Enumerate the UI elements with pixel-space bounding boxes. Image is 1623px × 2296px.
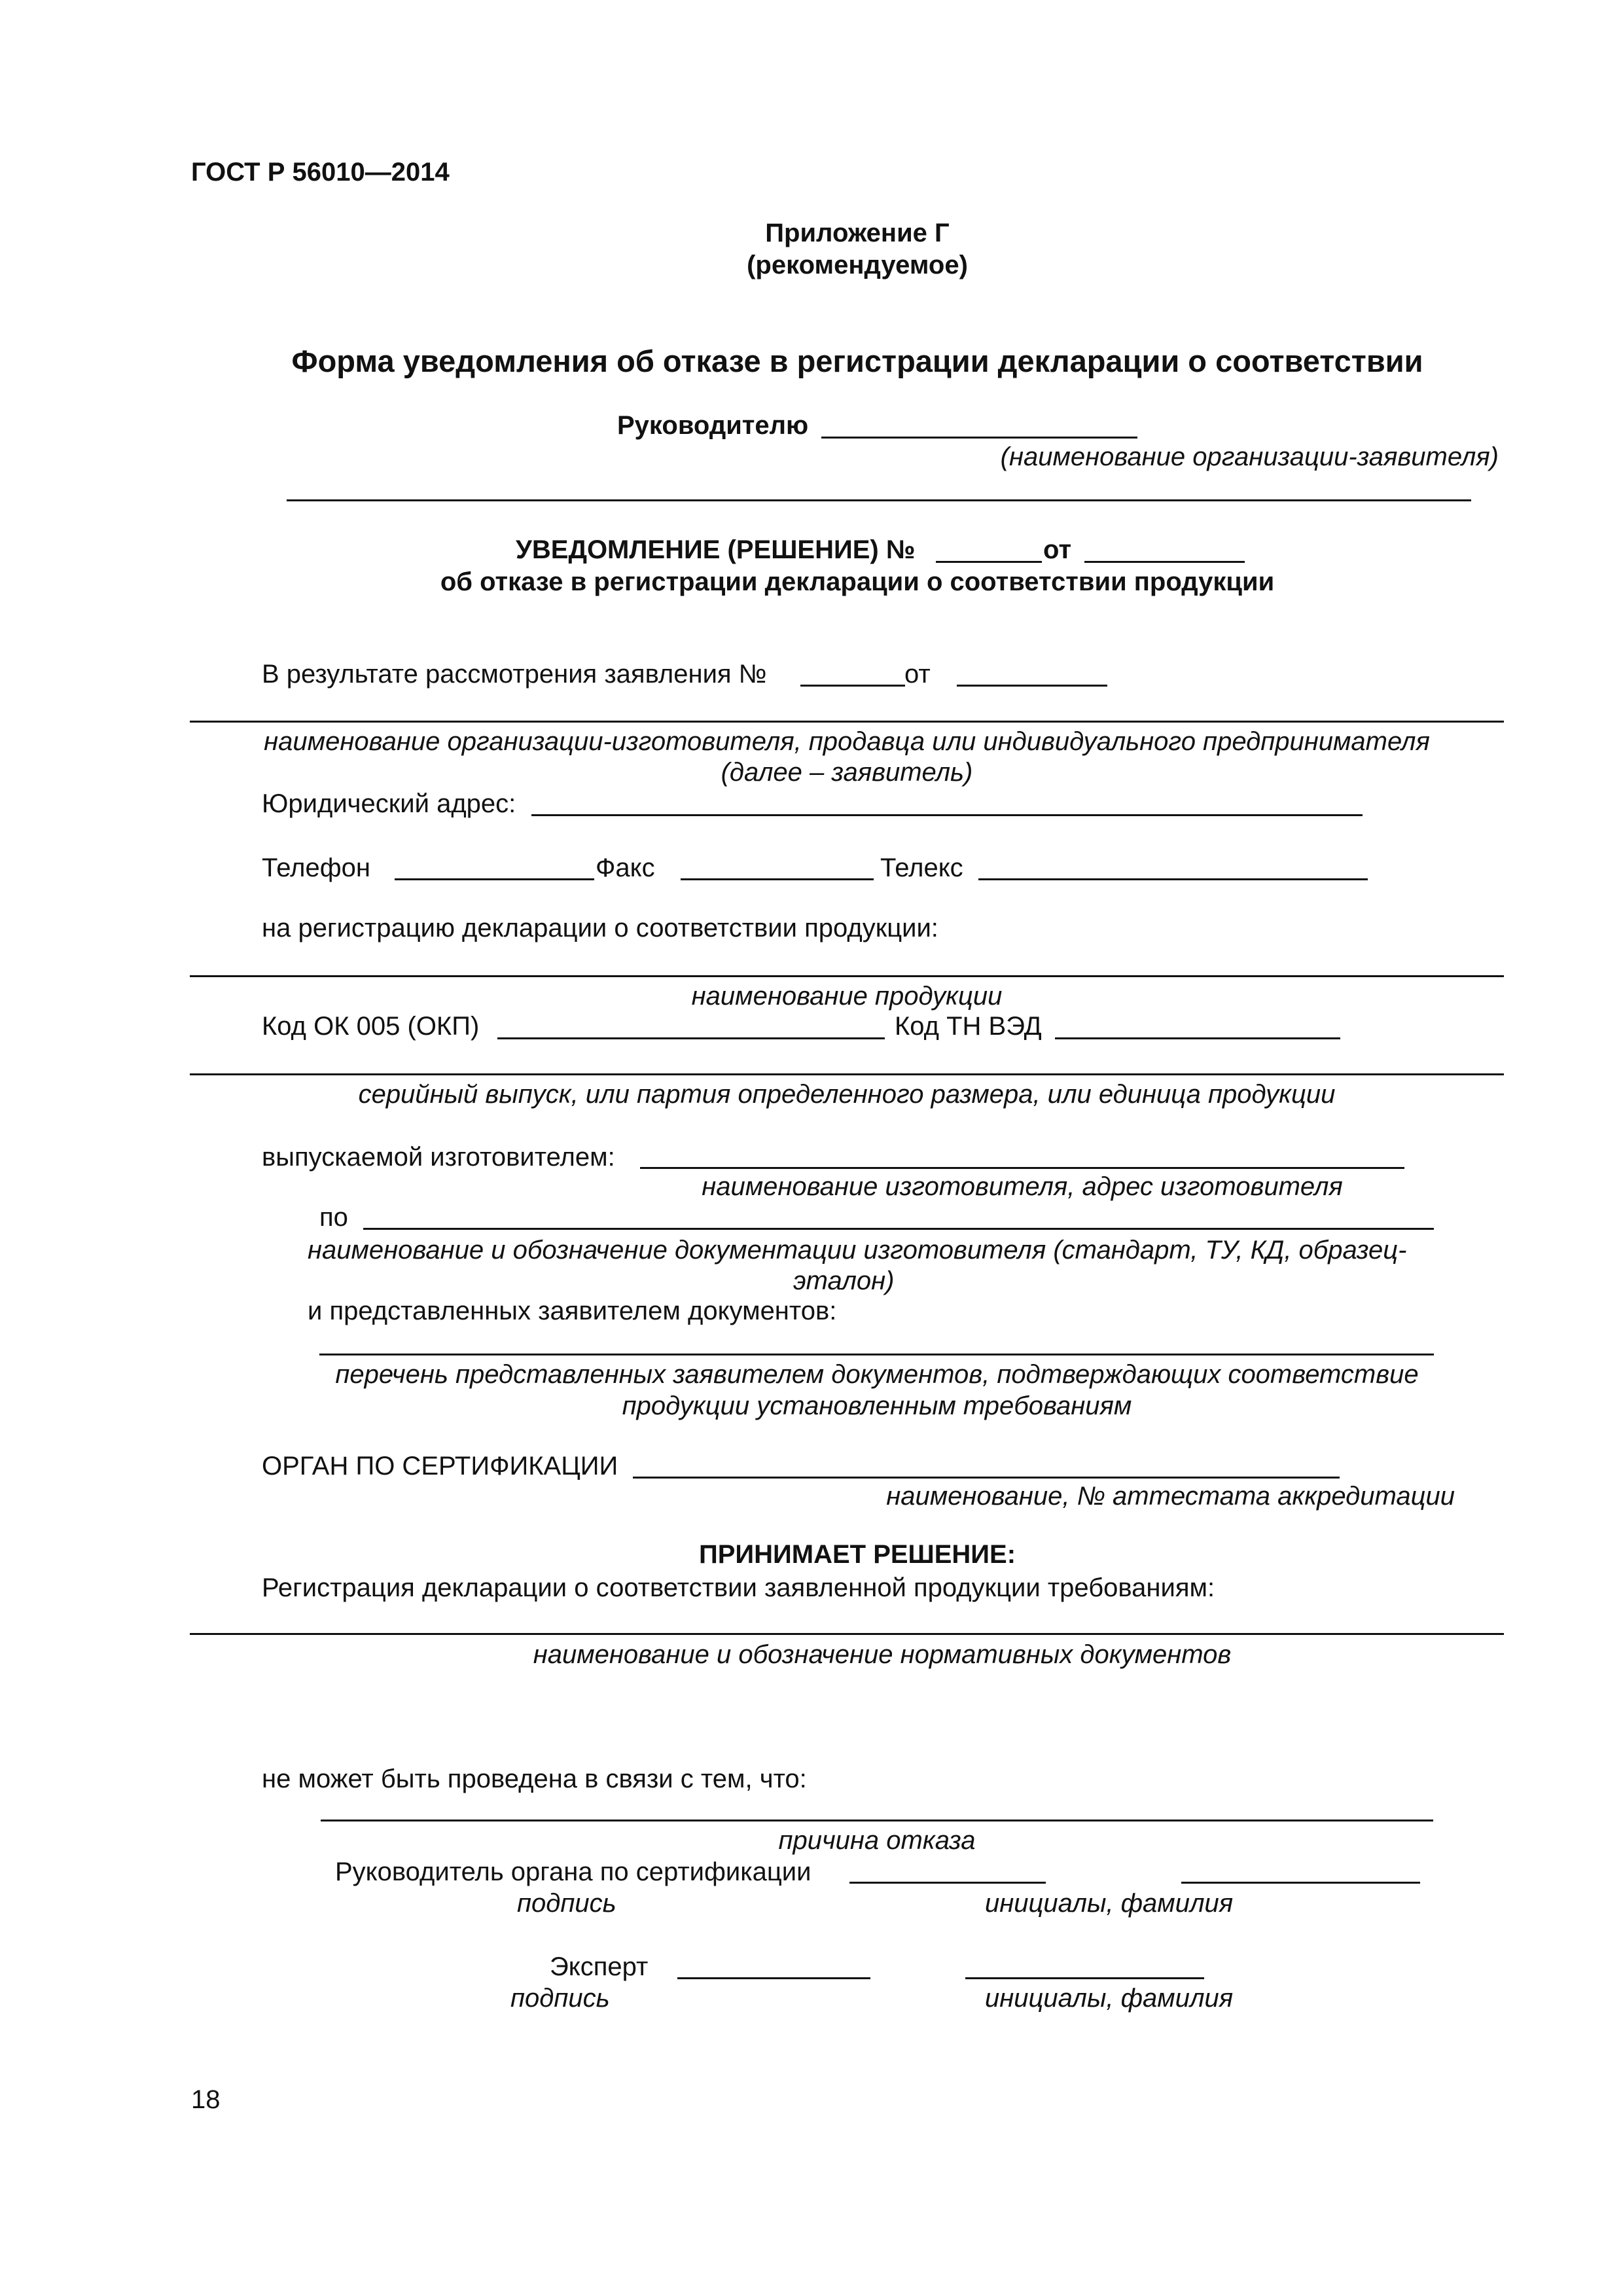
- by-label: по: [319, 1203, 348, 1232]
- batch-line: [190, 1073, 1504, 1075]
- expert-label: Эксперт: [550, 1952, 649, 1981]
- application-date-label: от: [904, 660, 931, 689]
- certification-body-caption: наименование, № аттестата аккредитации: [886, 1482, 1455, 1511]
- form-title: Форма уведомления об отказе в регистрации декларации о соответствии: [291, 344, 1423, 378]
- certification-body-label: ОРГАН ПО СЕРТИФИКАЦИИ: [262, 1452, 618, 1480]
- manufacturer-docs-caption-line2: эталон): [793, 1266, 895, 1295]
- manufacturer-docs-caption-line1: наименование и обозначение документации изготовителя (стандарт, ТУ, КД, образец-: [308, 1236, 1407, 1265]
- expert-signature-caption: подпись: [510, 1984, 610, 2013]
- addressee-line: [821, 437, 1137, 439]
- product-name-line: [190, 975, 1504, 977]
- manufacturer-caption: наименование изготовителя, адрес изготовителя: [702, 1172, 1343, 1201]
- notice-number-label: УВЕДОМЛЕНИЕ (РЕШЕНИЕ) №: [516, 535, 916, 564]
- product-name-caption: наименование продукции: [691, 982, 1003, 1011]
- okp-line: [497, 1037, 885, 1039]
- decision-heading: ПРИНИМАЕТ РЕШЕНИЕ:: [698, 1540, 1016, 1569]
- addressee-caption: (наименование организации-заявителя): [1000, 442, 1499, 471]
- registration-text: на регистрацию декларации о соответствии продукции:: [262, 914, 938, 942]
- okp-label: Код ОК 005 (ОКП): [262, 1012, 480, 1041]
- manufacturer-line: [640, 1167, 1404, 1169]
- submitted-docs-line: [319, 1354, 1434, 1355]
- addressee-continuation-line: [287, 499, 1471, 501]
- phone-label: Телефон: [262, 853, 370, 882]
- head-signature-label: Руководитель органа по сертификации: [335, 1857, 812, 1886]
- submitted-docs-label: и представленных заявителем документов:: [308, 1297, 837, 1325]
- normative-docs-caption: наименование и обозначение нормативных документов: [533, 1640, 1232, 1669]
- applicant-caption-line2: (далее – заявитель): [721, 758, 973, 787]
- submitted-docs-caption-line2: продукции установленным требованиям: [622, 1391, 1132, 1420]
- notice-date-label: от: [1043, 535, 1072, 564]
- expert-signature-line: [677, 1977, 870, 1979]
- applicant-caption-line1: наименование организации-изготовителя, продавца или индивидуального предпринимателя: [264, 727, 1430, 756]
- fax-label: Факс: [596, 853, 655, 882]
- applicant-name-line: [190, 721, 1504, 723]
- legal-address-label: Юридический адрес:: [262, 789, 516, 818]
- fax-line: [681, 878, 874, 880]
- application-number-label: В результате рассмотрения заявления №: [262, 660, 767, 689]
- head-signature-caption: подпись: [517, 1889, 616, 1918]
- appendix-title: Приложение Г: [765, 219, 950, 247]
- certification-body-line: [633, 1477, 1340, 1479]
- manufacturer-docs-line: [363, 1228, 1434, 1230]
- normative-docs-line: [190, 1633, 1504, 1635]
- page-number: 18: [191, 2085, 221, 2114]
- head-name-line: [1181, 1882, 1420, 1884]
- telex-line: [978, 878, 1368, 880]
- batch-caption: серийный выпуск, или партия определенного размера, или единица продукции: [358, 1080, 1336, 1109]
- tn-ved-label: Код ТН ВЭД: [895, 1012, 1042, 1041]
- document-code: ГОСТ Р 56010—2014: [191, 158, 450, 187]
- notice-subtitle: об отказе в регистрации декларации о соответствии продукции: [440, 567, 1275, 596]
- application-date-line: [957, 685, 1107, 687]
- notice-date-line: [1084, 561, 1245, 563]
- addressee-label: Руководителю: [617, 411, 809, 440]
- cannot-proceed-text: не может быть проведена в связи с тем, что:: [262, 1765, 807, 1793]
- appendix-status: (рекомендуемое): [747, 251, 968, 279]
- reason-caption: причина отказа: [778, 1826, 976, 1855]
- reason-line: [321, 1820, 1433, 1821]
- head-signature-line: [849, 1882, 1046, 1884]
- tn-ved-line: [1055, 1037, 1340, 1039]
- head-name-caption: инициалы, фамилия: [985, 1889, 1234, 1918]
- decision-text: Регистрация декларации о соответствии заявленной продукции требованиям:: [262, 1573, 1215, 1602]
- notice-number-line: [936, 561, 1042, 563]
- manufacturer-label: выпускаемой изготовителем:: [262, 1143, 615, 1172]
- submitted-docs-caption-line1: перечень представленных заявителем документов, подтверждающих соответствие: [335, 1360, 1419, 1389]
- expert-name-line: [965, 1977, 1204, 1979]
- expert-name-caption: инициалы, фамилия: [985, 1984, 1234, 2013]
- phone-line: [395, 878, 594, 880]
- application-number-line: [800, 685, 905, 687]
- telex-label: Телекс: [880, 853, 963, 882]
- legal-address-line: [531, 814, 1363, 816]
